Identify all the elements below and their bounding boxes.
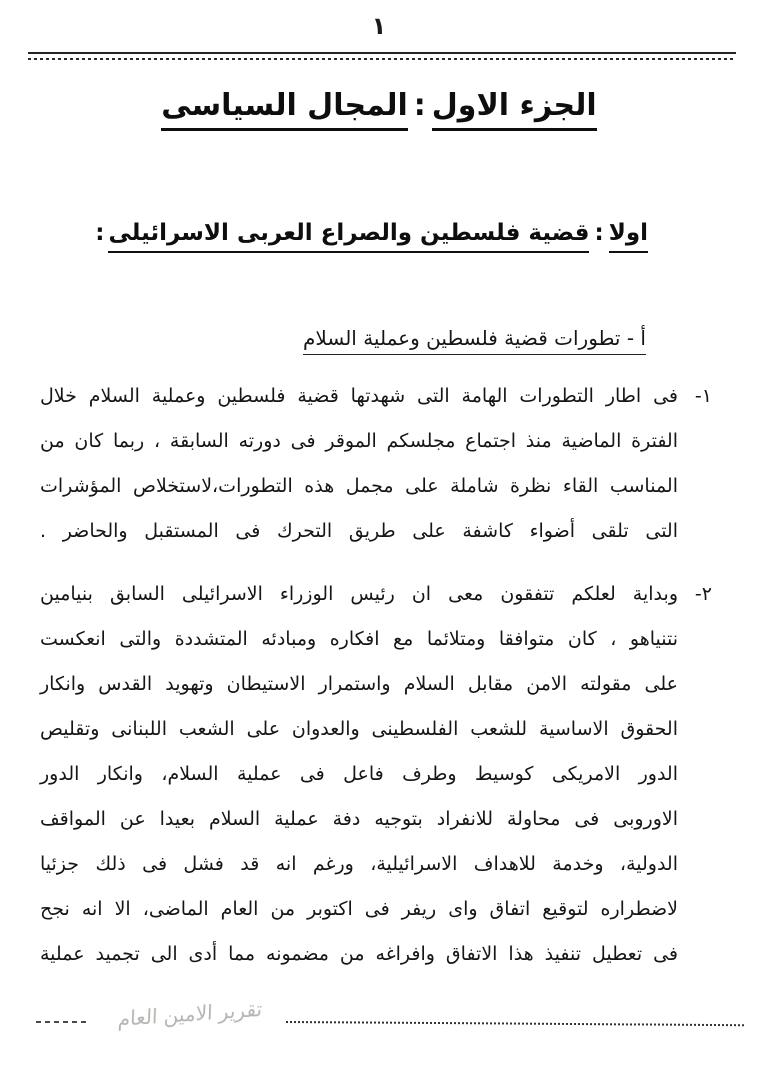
- section-trailing-colon: :: [95, 220, 105, 246]
- paragraph-2-line: لاضطراره لتوقيع اتفاق واى ريفر فى اكتوبر من العام الماضى، الا انه نجح: [40, 898, 678, 920]
- page-number: ١: [371, 12, 387, 40]
- paragraph-2-number: ٢-: [694, 583, 712, 605]
- subsection-heading: [40, 326, 646, 350]
- paragraph-1-body: [40, 374, 678, 554]
- paragraph-2-line: الحقوق الاساسية للشعب الفلسطينى والعدوان على الشعب اللبنانى وتقليص: [40, 718, 678, 740]
- footer-handwritten-note: تقرير الامين العام: [117, 996, 263, 1032]
- header-rule-solid-line: [28, 52, 736, 54]
- title-part-one: الجزء الاول: [432, 88, 597, 131]
- paragraph-1-line: المناسب القاء نظرة شاملة على مجمل هذه التطورات،لاستخلاص المؤشرات: [40, 475, 678, 497]
- paragraph-2-line: فى تعطيل تنفيذ هذا الاتفاق وافراغه من مضمونه مما أدى الى تجميد عملية: [40, 943, 678, 965]
- paragraph-1-line: التى تلقى أضواء كاشفة على طريق التحرك فى المستقبل والحاضر .: [40, 520, 678, 542]
- paragraph-2-body: [40, 572, 678, 977]
- title-separator: :: [413, 88, 426, 123]
- section-separator: :: [594, 220, 604, 246]
- section-title-text: قضية فلسطين والصراع العربى الاسرائيلى: [108, 220, 589, 253]
- paragraph-2-line: الدولية، وخدمة للاهداف الاسرائيلية، ورغم انه قد فشل فى ذلك جزئيا: [40, 853, 678, 875]
- paragraph-2-line: وبداية لعلكم تتفقون معى ان رئيس الوزراء الاسرائيلى السابق بنيامين: [40, 583, 678, 605]
- section-heading: [40, 220, 648, 246]
- paragraph-2-line: نتنياهو ، كان متوافقا ومتلائما مع افكاره ومبادئه المتشددة والتى انعكست: [40, 628, 678, 650]
- header-rule: [28, 52, 736, 60]
- title-part-two: المجال السياسى: [161, 88, 407, 131]
- paragraph-1-line: الفترة الماضية منذ اجتماع مجلسكم الموقر فى دورته السابقة ، ربما كان من: [40, 430, 678, 452]
- paragraph-2-line: الاوروبى فى محاولة للانفراد بتوجيه دفة عملية السلام بعيدا عن المواقف: [40, 808, 678, 830]
- paragraph-2-line: الدور الامريكى كوسيط وطرف فاعل فى عملية السلام، وانكار الدور: [40, 763, 678, 785]
- paragraph-1: [40, 374, 712, 554]
- paragraph-2: [40, 572, 712, 977]
- paragraph-1-line: فى اطار التطورات الهامة التى شهدتها قضية فلسطين وعملية السلام خلال: [40, 385, 678, 407]
- header-rule-dotted-line: [28, 58, 736, 60]
- footer-dotted-rule: [286, 1021, 744, 1026]
- paragraph-2-line: على مقولته الامن مقابل السلام واستمرار الاستيطان وتهويد القدس وانكار: [40, 673, 678, 695]
- document-title: [0, 88, 758, 123]
- footer-dash-segment: [36, 1021, 90, 1023]
- subsection-text: أ - تطورات قضية فلسطين وعملية السلام: [303, 326, 646, 355]
- section-label: اولا: [609, 220, 648, 253]
- paragraph-1-number: ١-: [694, 385, 712, 407]
